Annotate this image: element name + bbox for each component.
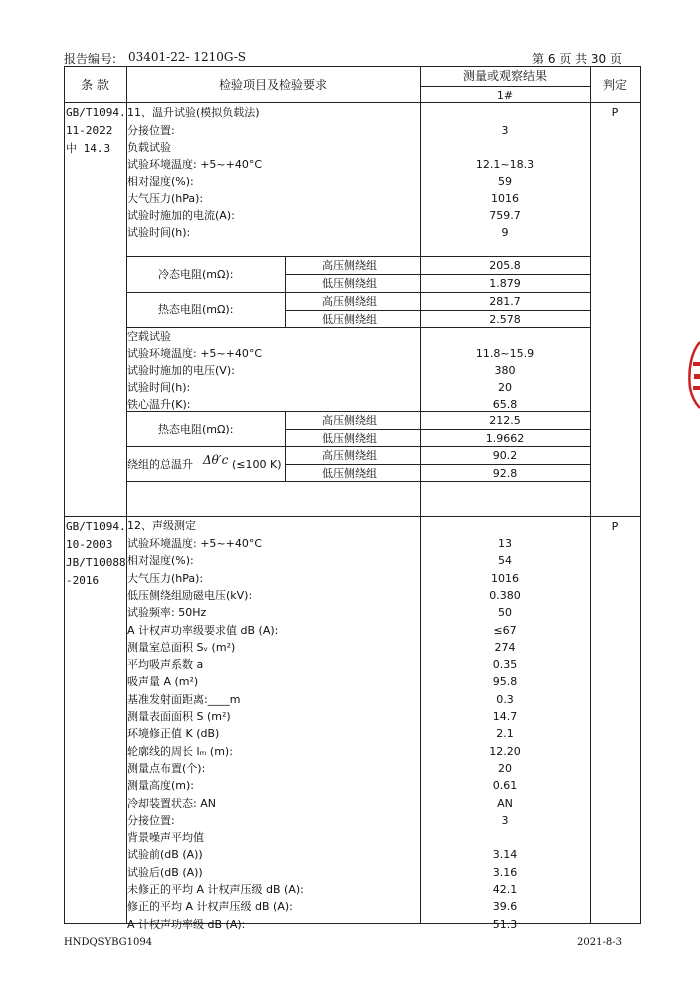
table-top-border	[64, 66, 641, 67]
s12-row-label: 试验环境温度: +5~+40°C	[127, 537, 263, 550]
s12-row-label: 未修正的平均 A 计权声压级 dB (A):	[127, 883, 304, 896]
s11-row-label: 相对湿度(%):	[127, 175, 194, 188]
clause-11-line-2: 11-2022	[66, 124, 113, 137]
judge-11: P	[611, 106, 619, 119]
s11-noload-label: 空载试验	[127, 330, 171, 343]
s12-row-label: 试验频率: 50Hz	[127, 606, 207, 619]
s11-row-value: 1016	[491, 192, 519, 205]
s12-row-value: 3	[501, 814, 509, 827]
right-border	[640, 66, 641, 924]
s12-row-value: 20	[498, 762, 512, 775]
s11-noload-value: 380	[494, 364, 516, 377]
s12-row-value: 0.3	[496, 693, 514, 706]
s12-row-label: 测量高度(m):	[127, 779, 195, 792]
clause-12-line-3: JB/T10088	[66, 556, 126, 569]
s12-row-value: 0.35	[492, 658, 518, 671]
s11-row-value: 759.7	[489, 209, 521, 222]
footer-date: 2021-8-3	[577, 937, 622, 948]
s12-row-label: 试验后(dB (A))	[127, 866, 203, 879]
header-clause: 条 款	[81, 78, 109, 92]
form-number: HNDQSYBG1094	[64, 937, 153, 948]
s12-row-label: A 计权声功率级要求值 dB (A):	[127, 624, 279, 637]
s11-noload-label: 试验环境温度: +5~+40°C	[127, 347, 263, 360]
s12-row-value: 2.1	[496, 727, 514, 740]
s12-row-value: 274	[494, 641, 516, 654]
report-number: 03401-22- 1210G-S	[128, 50, 246, 64]
s11-noload-value: 65.8	[492, 398, 518, 411]
s12-row-label: 轮廓线的周长 lₘ (m):	[127, 745, 233, 758]
hot2-lv-label: 低压侧绕组	[322, 432, 377, 445]
s12-row-label: A 计权声功率级 dB (A):	[127, 918, 246, 931]
rise-lv-value: 92.8	[492, 467, 518, 480]
header-item: 检验项目及检验要求	[218, 78, 327, 92]
total-rise-label: 绕组的总温升	[127, 458, 193, 471]
s12-row-label: 平均吸声系数 a	[127, 658, 204, 671]
resistance-sub-col-border	[285, 256, 286, 328]
total-rise-limit: (≤100 K)	[232, 458, 282, 471]
s12-row-label: 测量室总面积 Sᵥ (m²)	[127, 641, 236, 654]
rise-hv-label: 高压侧绕组	[322, 449, 377, 462]
header-judge: 判定	[602, 78, 627, 92]
s12-row-value: 0.61	[492, 779, 518, 792]
s12-row-value: 13	[498, 537, 512, 550]
s12-row-label: 测量点布置(个):	[127, 762, 206, 775]
s12-row-label: 修正的平均 A 计权声压级 dB (A):	[127, 900, 293, 913]
header-sample: 1#	[496, 89, 514, 102]
seal-stamp-fragment	[685, 340, 700, 410]
s12-row-value: 50	[498, 606, 512, 619]
s12-row-value: 51.3	[492, 918, 518, 931]
report-number-label: 报告编号:	[64, 52, 117, 66]
judge-12: P	[611, 520, 619, 533]
clause-11-line-1: GB/T1094.	[66, 106, 126, 119]
s12-row-label: 环境修正值 K (dB)	[127, 727, 220, 740]
s12-row-label: 低压侧绕组励磁电压(kV):	[127, 589, 253, 602]
s12-row-value: 54	[498, 554, 512, 567]
s11-row-value: 59	[498, 175, 512, 188]
s11-noload-label: 试验时间(h):	[127, 381, 191, 394]
cold-lv-label: 低压侧绕组	[322, 277, 377, 290]
s12-row-value: 39.6	[492, 900, 518, 913]
s12-row-value: 0.380	[489, 589, 521, 602]
cold-hv-label: 高压侧绕组	[322, 259, 377, 272]
hot2-hv-label: 高压侧绕组	[322, 414, 377, 427]
hot2-resistance-label: 热态电阻(mΩ):	[158, 423, 234, 436]
s12-row-label: 分接位置:	[127, 814, 175, 827]
s12-row-label: 试验前(dB (A))	[127, 848, 203, 861]
clause-11-line-3: 中 14.3	[66, 142, 111, 155]
s12-row-label: 基准发射面距离:____m	[127, 693, 241, 706]
result-col-border	[590, 66, 591, 924]
s12-row-label: 吸声量 A (m²)	[127, 675, 199, 688]
clause-12-line-1: GB/T1094.	[66, 520, 126, 533]
s12-row-label: 背景噪声平均值	[127, 831, 204, 844]
clause-12-line-2: 10-2003	[66, 538, 113, 551]
hot2-lv-value: 1.9662	[485, 432, 525, 445]
section-12-title: 12、声级测定	[127, 519, 196, 532]
s12-row-label: 测量表面面积 S (m²)	[127, 710, 231, 723]
s12-row-label: 相对湿度(%):	[127, 554, 194, 567]
cold-resistance-label: 冷态电阻(mΩ):	[158, 268, 234, 281]
section-11-title: 11、温升试验(模拟负载法)	[127, 106, 260, 119]
s11-row-value: 9	[501, 226, 509, 239]
s11-row-label: 大气压力(hPa):	[127, 192, 204, 205]
header-result: 测量或观察结果	[462, 69, 547, 83]
clause-12-line-4: -2016	[66, 574, 100, 587]
s12-row-value: 14.7	[492, 710, 518, 723]
s12-row-value: 42.1	[492, 883, 518, 896]
s11-row-label: 分接位置:	[127, 124, 175, 137]
s11-noload-value: 11.8~15.9	[475, 347, 535, 360]
cold-lv-value: 1.879	[489, 277, 521, 290]
s11-noload-label: 铁心温升(K):	[127, 398, 191, 411]
hot-lv-value: 2.578	[489, 313, 521, 326]
s12-row-value: 1016	[491, 572, 519, 585]
s11-noload-value: 20	[498, 381, 512, 394]
hot-hv-label: 高压侧绕组	[322, 295, 377, 308]
rise-lv-label: 低压侧绕组	[322, 467, 377, 480]
rise-hv-value: 90.2	[492, 449, 518, 462]
s11-row-label: 试验时间(h):	[127, 226, 191, 239]
page-info: 第 6 页 共 30 页	[532, 52, 622, 66]
s11-row-value: 12.1~18.3	[475, 158, 535, 171]
s11-noload-label: 试验时施加的电压(V):	[127, 364, 235, 377]
s12-row-label: 冷却装置状态: AN	[127, 797, 216, 810]
left-border	[64, 66, 65, 924]
s12-row-value: 95.8	[492, 675, 518, 688]
cold-hv-value: 205.8	[489, 259, 521, 272]
block2-sub-col-border	[285, 411, 286, 482]
hot2-hv-value: 212.5	[489, 414, 521, 427]
s11-row-value: 3	[501, 124, 509, 137]
s11-row-label: 负载试验	[127, 141, 171, 154]
s12-row-value: AN	[497, 797, 513, 810]
hot-hv-value: 281.7	[489, 295, 521, 308]
s11-row-label: 试验时施加的电流(A):	[127, 209, 235, 222]
s12-row-value: ≤67	[493, 624, 517, 637]
s12-row-value: 3.16	[492, 866, 518, 879]
total-rise-symbol: Δθ′c	[203, 453, 229, 467]
hot-lv-label: 低压侧绕组	[322, 313, 377, 326]
s12-row-value: 3.14	[492, 848, 518, 861]
s12-row-label: 大气压力(hPa):	[127, 572, 204, 585]
hot-resistance-label: 热态电阻(mΩ):	[158, 303, 234, 316]
s11-row-label: 试验环境温度: +5~+40°C	[127, 158, 263, 171]
s12-row-value: 12.20	[489, 745, 521, 758]
